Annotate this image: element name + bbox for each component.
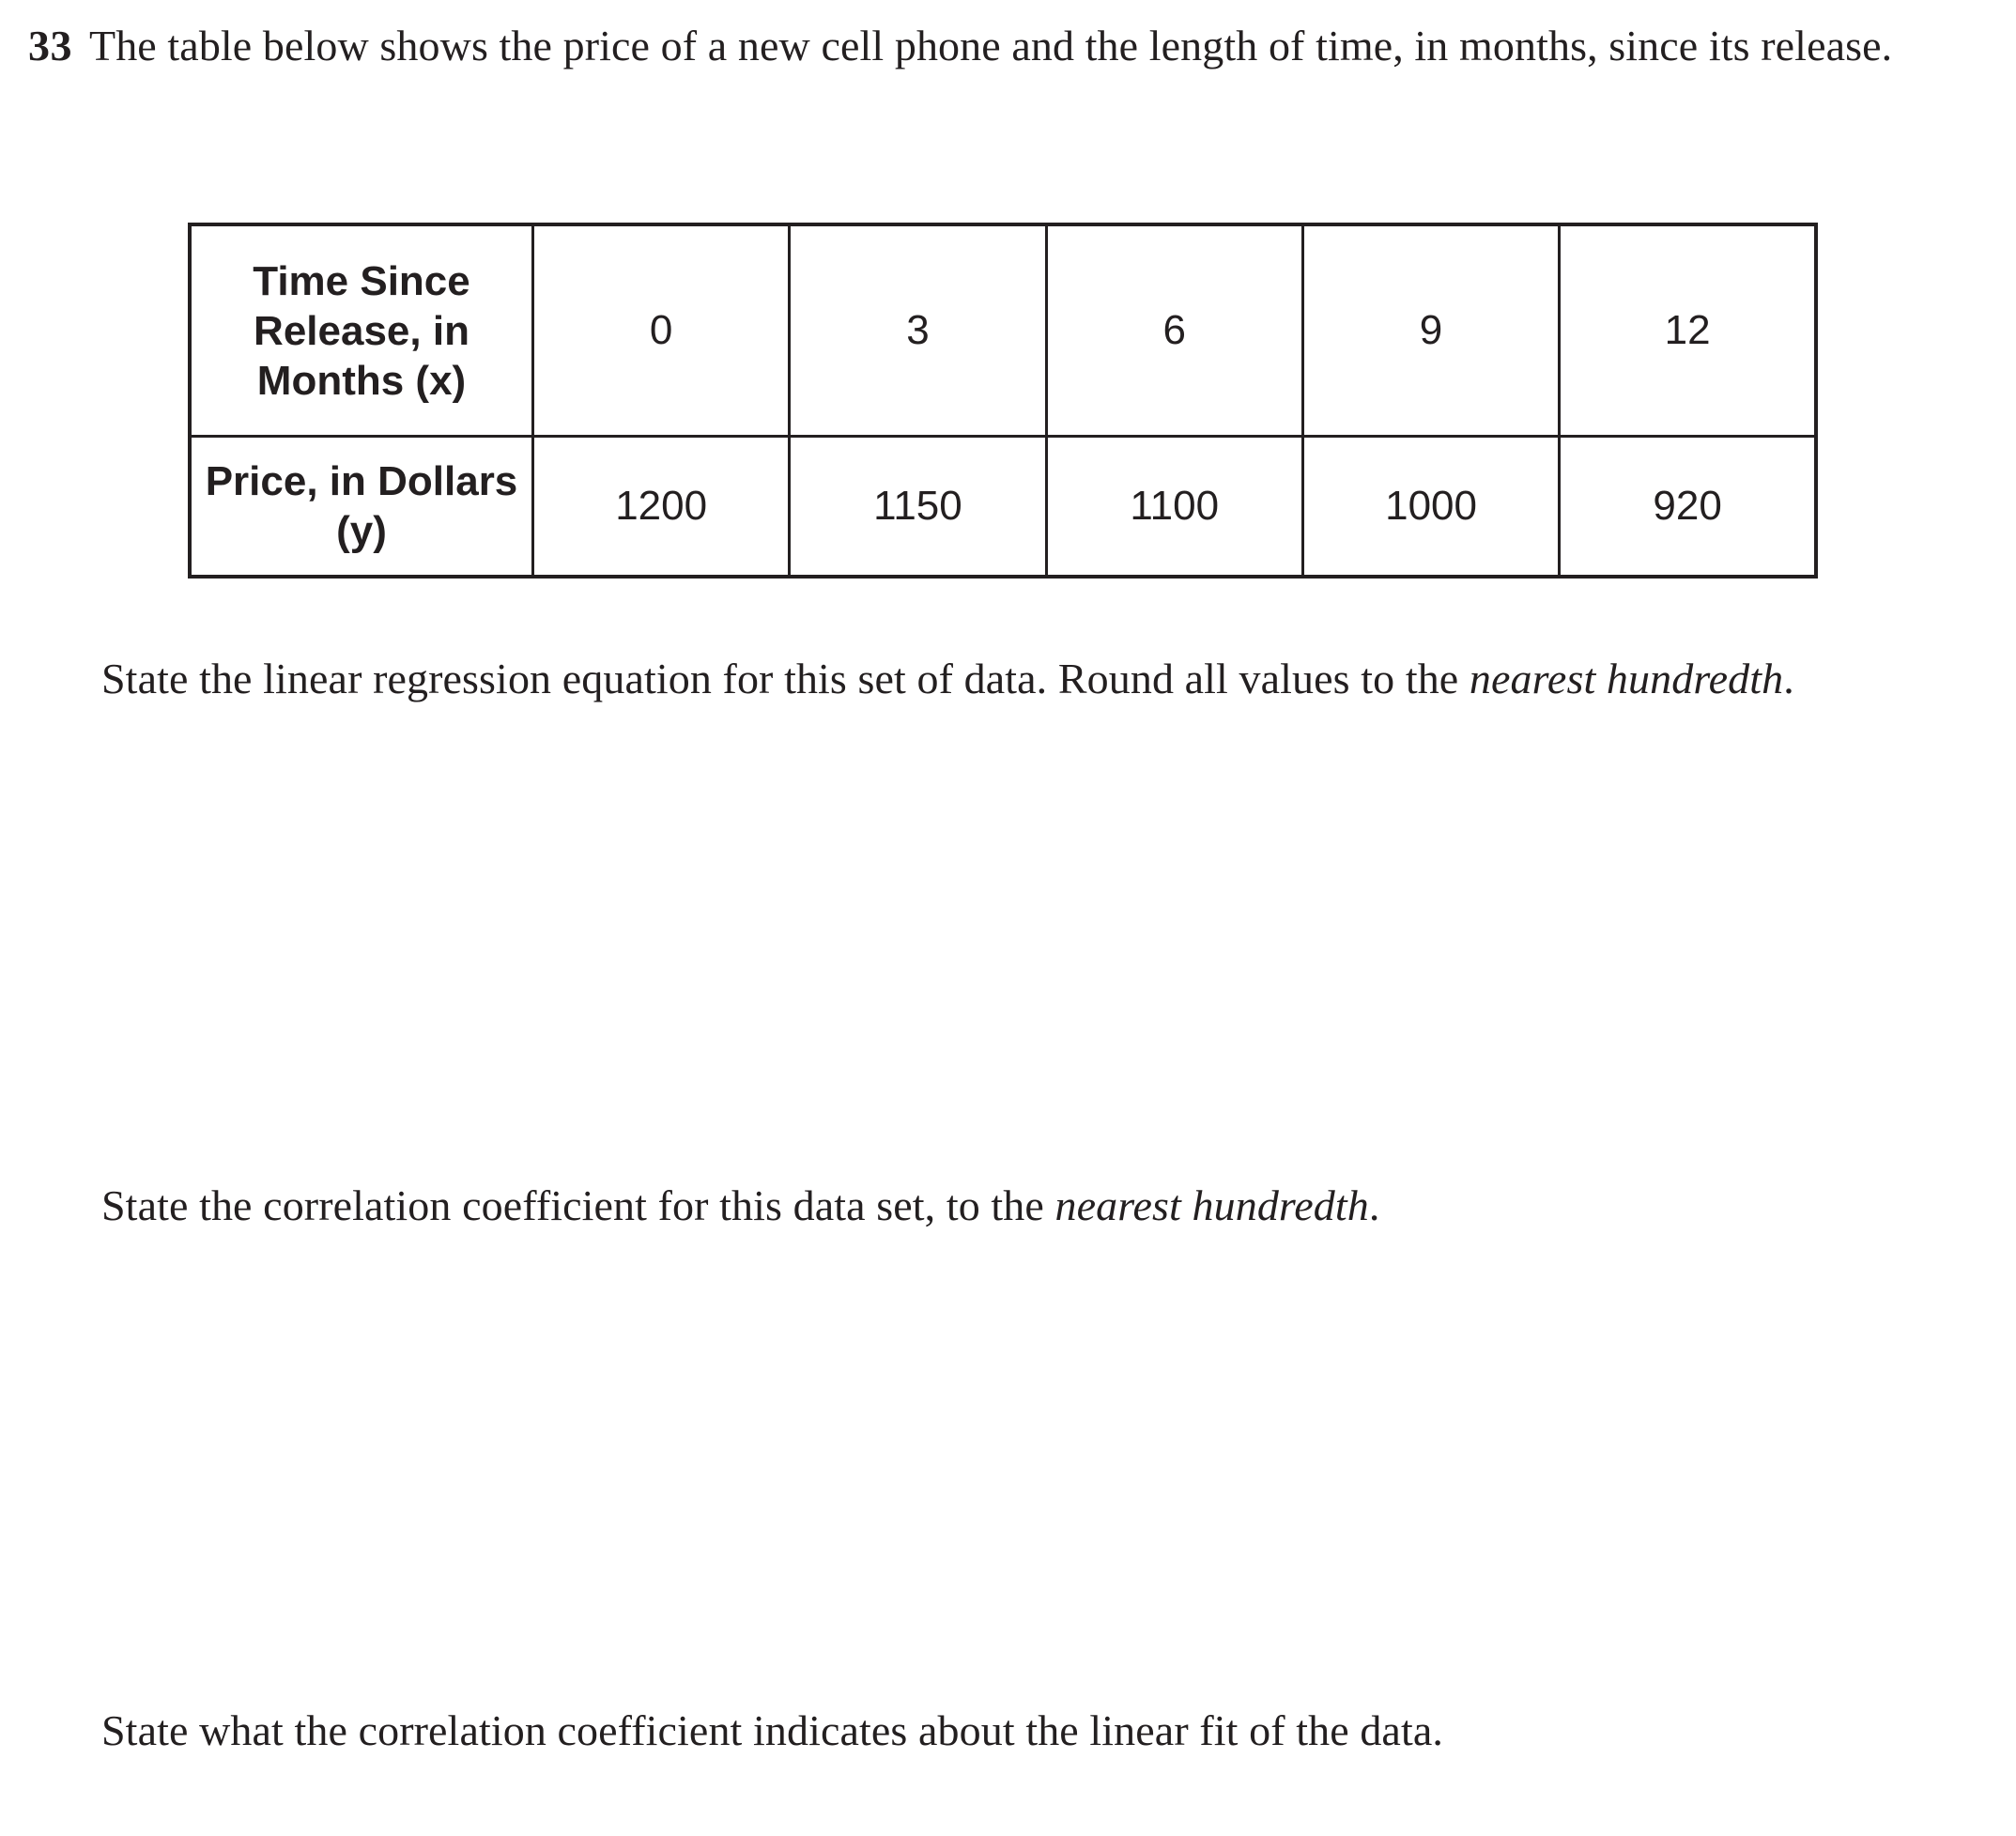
prompt-1-tail: . [1783,655,1794,702]
question-stem-row [28,17,1991,75]
cell-x-0: 0 [533,224,790,437]
cell-x-2: 6 [1046,224,1302,437]
cell-x-3: 9 [1302,224,1559,437]
prompt-2-emphasis: nearest hundredth [1054,1181,1369,1229]
cell-y-4: 920 [1560,437,1816,578]
cell-y-1: 1150 [790,437,1046,578]
cell-x-1: 3 [790,224,1046,437]
prompt-3-lead: State what the correlation coefficient indicates about the linear fit of the data. [101,1706,1443,1754]
prompt-1-emphasis: nearest hundredth [1469,655,1784,702]
prompt-correlation-coefficient [101,1177,1379,1235]
cell-x-4: 12 [1560,224,1816,437]
row-header-price: Price, in Dollars (y) [190,437,533,578]
cell-y-0: 1200 [533,437,790,578]
table-row [190,437,1816,578]
prompt-linear-fit-interpretation [101,1702,1443,1760]
question-number: 33 [28,22,72,69]
table-row [190,224,1816,437]
question-stem-text: The table below shows the price of a new cell phone and the length of time, in months, since its release. [89,22,1893,69]
question-stem-block [28,17,1991,75]
prompt-2-lead: State the correlation coefficient for this data set, to the [101,1181,1055,1229]
cell-y-2: 1100 [1046,437,1302,578]
prompt-linear-regression [101,650,1794,708]
cell-y-3: 1000 [1302,437,1559,578]
row-header-time-since-release: Time Since Release, in Months (x) [190,224,533,437]
prompt-1-lead: State the linear regression equation for this set of data. Round all values to the [101,655,1470,702]
data-table-wrapper [188,223,1818,579]
phone-price-table [188,223,1818,579]
prompt-2-tail: . [1368,1181,1380,1229]
